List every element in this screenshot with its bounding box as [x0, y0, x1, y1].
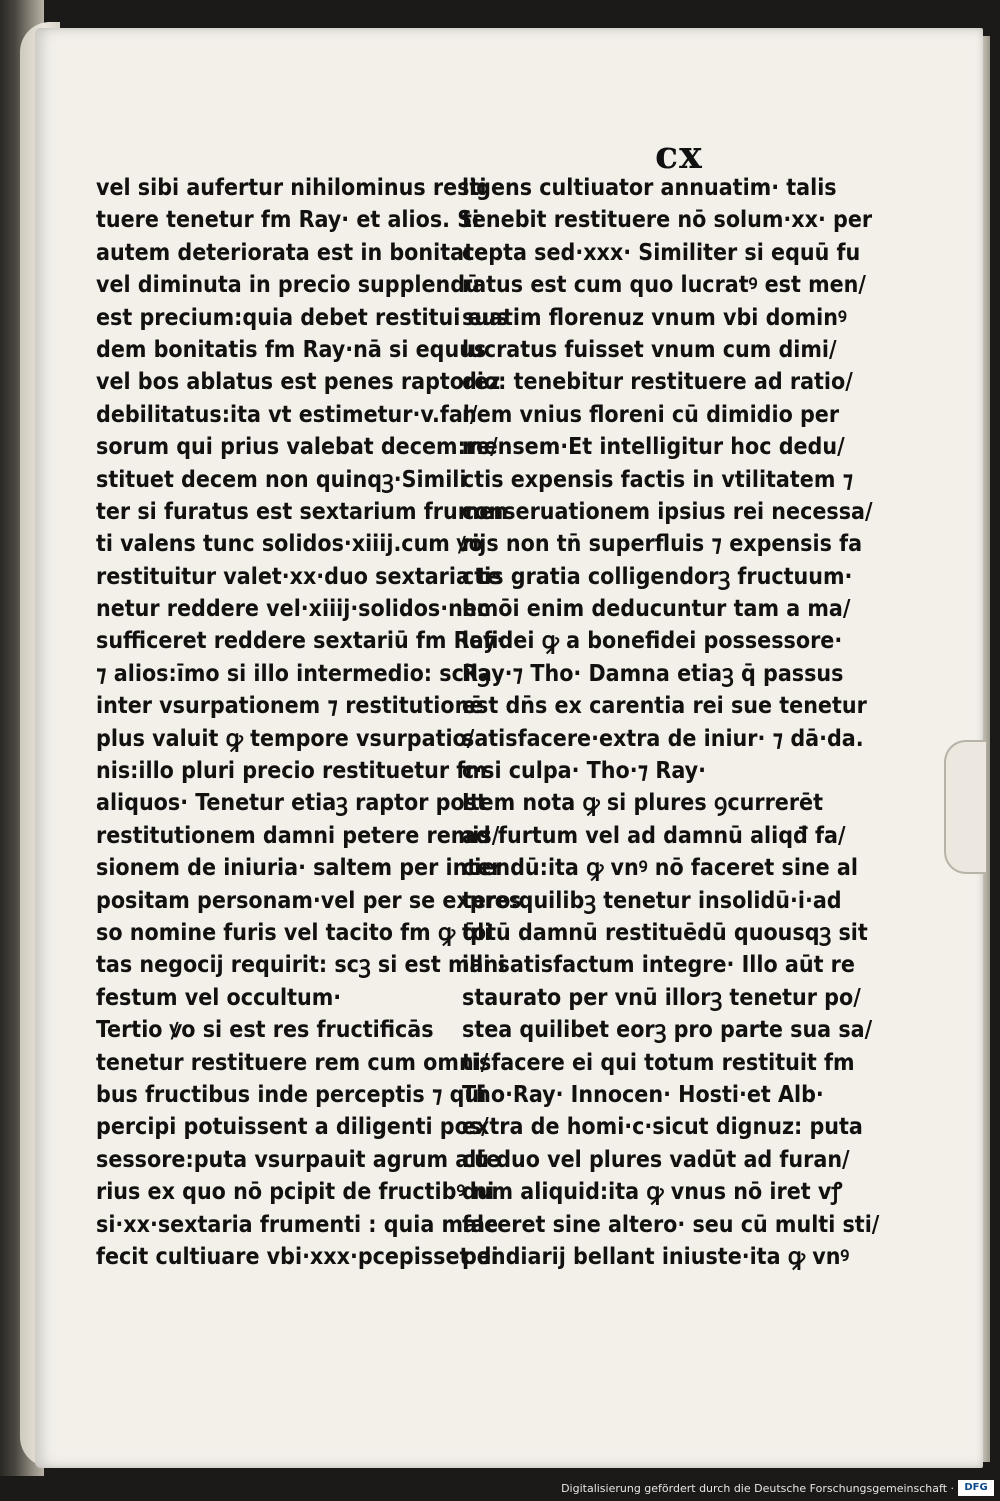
text-line: Ray·⁊ Tho· Damna etiaꝫ q̄ passus	[462, 660, 844, 687]
digitization-footer	[0, 1476, 1000, 1501]
text-line: tuere tenetur fm Ray· et alios. Si	[96, 207, 480, 234]
dfg-logo: DFG	[958, 1480, 994, 1496]
text-line: si·xx·sextaria frumenti : quia male	[96, 1211, 499, 1238]
text-line: satisfacere·extra de iniur· ⁊ dā·da.	[462, 725, 864, 752]
text-line: vel diminuta in precio supplendū	[96, 272, 480, 299]
text-line: extra de homi·c·sicut dignuz: puta	[462, 1114, 863, 1141]
text-line: dio: tenebitur restituere ad ratio/	[462, 369, 853, 396]
text-line: ⁊ alios:īmo si illo intermedio: scilꝫ	[96, 660, 490, 687]
text-line: ti valens tunc solidos·xiiij.cum ꝟo	[96, 531, 483, 558]
text-line: lefidei ꝙ a bonefidei possessore·	[462, 628, 843, 655]
text-line: rius ex quo nō pcipit de fructibꝰ ni	[96, 1179, 495, 1206]
text-line: Tertio ꝟo si est res fructificās	[96, 1017, 434, 1044]
text-line: sessore:puta vsurpauit agrum alte	[96, 1146, 501, 1173]
text-line: est dn̄s ex carentia rei sue tenetur	[462, 693, 867, 720]
text-line: cū duo vel plures vadūt ad furan/	[462, 1146, 850, 1173]
text-line: ter si furatus est sextarium frumen	[96, 498, 509, 525]
text-line: percipi potuissent a diligenti pos/	[96, 1114, 489, 1141]
text-line: tisfacere ei qui totum restituit fm	[462, 1049, 855, 1076]
text-line: restitutionem damni petere remis/	[96, 822, 500, 849]
text-line: tero:quilibꝫ tenetur insolidū·i·ad	[462, 887, 842, 914]
text-line: ad furtum vel ad damnū aliqđ fa/	[462, 822, 846, 849]
text-line: est precium:quia debet restitui eus	[96, 304, 509, 331]
text-line: inter vsurpationem ⁊ restitutionē	[96, 693, 484, 720]
text-line: sufficeret reddere sextariū fm Ray·	[96, 628, 505, 655]
text-line: dem bonitatis fm Ray·nā si equus	[96, 336, 487, 363]
text-line: vel sibi aufertur nihilominus resti	[96, 175, 487, 201]
text-line: tas negocij requirit: scꝫ si est mani	[96, 952, 506, 979]
text-line: positam personam·vel per se expres	[96, 887, 522, 914]
text-line: stituet decem non quinqꝫ·Simili	[96, 466, 467, 493]
text-line: illi satisfactum integre· Illo aūt re	[462, 952, 855, 979]
text-line: mensem·Et intelligitur hoc dedu/	[462, 434, 845, 461]
text-line: plus valuit ꝙ tempore vsurpatio/	[96, 725, 475, 752]
left-text-column	[96, 172, 522, 1273]
text-line: cepta sed·xxx· Similiter si equū fu	[462, 239, 861, 266]
text-line: stea quilibet eorꝫ pro parte sua sa/	[462, 1017, 873, 1044]
text-line: c·si culpa· Tho·⁊ Ray·	[462, 758, 706, 785]
text-line: aliquos· Tenetur etiaꝫ raptor post	[96, 790, 487, 817]
text-line: faceret sine altero· seu cū multi sti/	[462, 1211, 880, 1238]
text-line: sionem de iniuria· saltem per inter	[96, 855, 502, 882]
text-line: bus fructibus inde perceptis ⁊ qui	[96, 1081, 487, 1108]
text-line: rijs non tn̄ superfluis ⁊ expensis fa	[462, 531, 863, 558]
text-line: nis:illo pluri precio restituetur fm	[96, 758, 487, 785]
text-line: ciendū:ita ꝙ vnꝰ nō faceret sine al	[462, 855, 858, 882]
text-line: tenetur restituere rem cum omni/	[96, 1049, 489, 1076]
text-line: ligens cultiuator annuatim· talis	[462, 175, 837, 201]
text-line: fecit cultiuare vbi·xxx·pcepisset di	[96, 1243, 499, 1270]
text-line: netur reddere vel·xiiij·solidos·nec	[96, 596, 490, 623]
text-line: Item nota ꝙ si plures ꝯcurrerēt	[462, 790, 823, 817]
funding-credit: Digitalisierung gefördert durch die Deutsche Forschungsgemeinschaft ·	[561, 1482, 954, 1495]
folio-number: cx	[655, 132, 703, 177]
text-line: sorum qui prius valebat decem:re/	[96, 434, 498, 461]
text-line: Tho·Ray· Innocen· Hosti·et Alb·	[462, 1081, 824, 1108]
text-line: ratus est cum quo lucratꝰ est men/	[462, 272, 866, 299]
text-line: ctis expensis factis in vtilitatem ⁊	[462, 466, 854, 493]
text-line: dum aliquid:ita ꝙ vnus nō iret vꝭ	[462, 1179, 843, 1206]
text-line: tenebit restituere nō solum·xx· per	[462, 207, 873, 234]
text-line: vel bos ablatus est penes raptorez	[96, 369, 501, 396]
text-line: conseruationem ipsius rei necessa/	[462, 498, 873, 525]
text-line: nem vnius floreni cū dimidio per	[462, 401, 840, 428]
text-line: ctis gratia colligendorꝫ fructuum·	[462, 563, 853, 590]
page-tab-marker	[944, 740, 986, 874]
text-line: debilitatus:ita vt estimetur·v.fal/	[96, 401, 478, 428]
text-line: pendiarij bellant iniuste·ita ꝙ vnꝰ	[462, 1243, 850, 1270]
text-line: so nomine furis vel tacito fm ꝙ q̄li	[96, 919, 492, 946]
text-line: hmōi enim deducuntur tam a ma/	[462, 596, 851, 623]
text-line: totū damnū restituēdū quousqꝫ sit	[462, 919, 868, 946]
right-text-column	[462, 172, 880, 1273]
text-line: suatim florenuz vnum vbi dominꝰ	[462, 304, 847, 331]
text-line: restituitur valet·xx·duo sextaria te	[96, 563, 502, 590]
text-line: festum vel occultum·	[96, 984, 342, 1011]
text-line: staurato per vnū illorꝫ tenetur po/	[462, 984, 861, 1011]
text-line: lucratus fuisset vnum cum dimi/	[462, 336, 837, 363]
text-line: autem deteriorata est in bonitate·	[96, 239, 496, 266]
